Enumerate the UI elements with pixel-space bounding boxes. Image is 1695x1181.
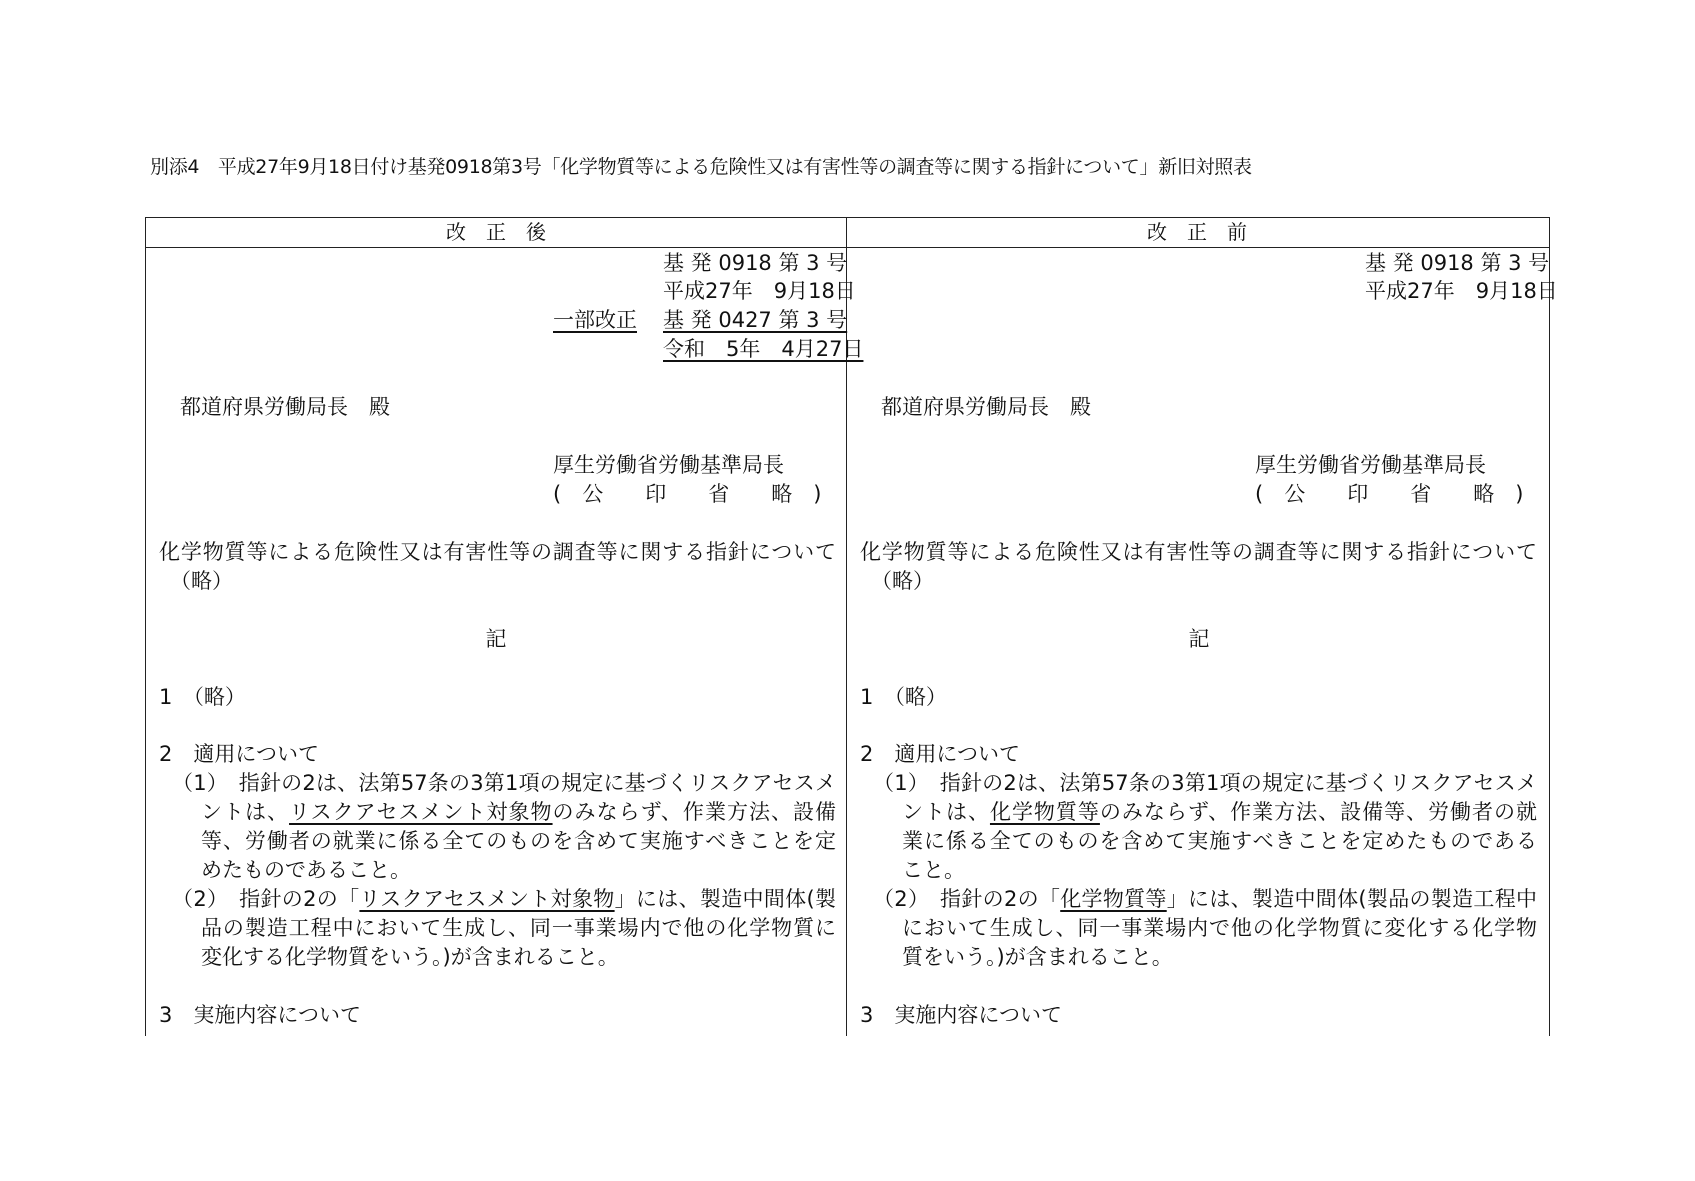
ki-heading: 記 — [485, 626, 507, 651]
header-before-revision: 改 正 前 — [1147, 220, 1247, 244]
document-title: 別添4 平成27年9月18日付け基発0918第3号「化学物質等による危険性又は有害性等の調査等に関する指針について」新旧対照表 — [150, 156, 1252, 178]
sender: 厚生労働省労働基準局長 — [1255, 453, 1486, 478]
seal-omitted: ( 公 印 省 略 ) — [1255, 482, 1524, 506]
comparison-table — [145, 217, 1558, 1036]
amend-label: 一部改正 — [553, 308, 637, 333]
para-2-line: 品の製造工程中において生成し、同一事業場内で他の化学物質に — [201, 916, 836, 941]
item-3-heading: 3 実施内容について — [860, 1002, 1062, 1027]
item-2-heading: 2 適用について — [159, 742, 319, 767]
doc-number: 基 発 0918 第 3 号 — [663, 250, 848, 275]
underlined-term: リスクアセスメント対象物 — [289, 800, 553, 825]
doc-date: 平成27年 9月18日 — [1365, 279, 1558, 304]
subject: 化学物質等による危険性又は有害性等の調査等に関する指針について — [860, 539, 1537, 564]
after-column — [146, 249, 864, 1030]
omitted-note: （略） — [871, 568, 934, 593]
underlined-term: リスクアセスメント対象物 — [359, 887, 615, 912]
para-1-line — [201, 798, 836, 827]
table-header-row — [146, 218, 1549, 248]
text: （2） 指針の2の「 — [172, 887, 360, 912]
subject: 化学物質等による危険性又は有害性等の調査等に関する指針について — [159, 539, 836, 564]
text: ントは、 — [902, 800, 990, 825]
para-2-line: において生成し、同一事業場内で他の化学物質に変化する化学物 — [902, 916, 1537, 941]
para-1-line: めたものであること。 — [201, 858, 411, 883]
addressee: 都道府県労働局長 殿 — [180, 395, 390, 420]
para-2-line — [873, 885, 1537, 914]
doc-date: 平成27年 9月18日 — [663, 279, 856, 304]
para-2-line: 変化する化学物質をいう。)が含まれること。 — [201, 945, 619, 969]
para-2-line — [172, 885, 836, 914]
header-after-revision: 改 正 後 — [446, 220, 546, 244]
para-1-line: 業に係る全てのものを含めて実施すべきことを定めたものである — [902, 829, 1537, 854]
text: ントは、 — [201, 800, 290, 825]
ki-heading: 記 — [1188, 626, 1210, 651]
para-1-line: （1） 指針の2は、法第57条の3第1項の規定に基づくリスクアセスメ — [172, 771, 836, 796]
text: のみならず、作業方法、設備等、労働者の就 — [1099, 800, 1538, 825]
para-1-line: 等、労働者の就業に係る全てのものを含めて実施すべきことを定 — [201, 829, 836, 854]
underlined-term: 化学物質等 — [989, 800, 1100, 825]
doc-number: 基 発 0918 第 3 号 — [1365, 250, 1550, 275]
omitted-note: （略） — [170, 568, 233, 593]
amend-number: 基 発 0427 第 3 号 — [663, 308, 848, 333]
item-3-heading: 3 実施内容について — [159, 1002, 361, 1027]
item-1: 1 （略） — [860, 684, 947, 709]
underlined-term: 化学物質等 — [1060, 887, 1167, 912]
para-1-line: （1） 指針の2は、法第57条の3第1項の規定に基づくリスクアセスメ — [873, 771, 1537, 796]
text: 」には、製造中間体(製品の製造工程中 — [1166, 887, 1537, 912]
text: のみならず、作業方法、設備 — [552, 800, 836, 825]
amend-date: 令和 5年 4月27日 — [663, 337, 864, 362]
para-1-line — [902, 798, 1537, 827]
text: 」には、製造中間体(製 — [614, 887, 836, 912]
seal-omitted: ( 公 印 省 略 ) — [553, 482, 822, 506]
para-1-line: こと。 — [902, 858, 965, 883]
item-1: 1 （略） — [159, 684, 246, 709]
addressee: 都道府県労働局長 殿 — [881, 395, 1091, 420]
sender: 厚生労働省労働基準局長 — [553, 453, 784, 478]
item-2-heading: 2 適用について — [860, 742, 1020, 767]
before-column — [849, 249, 1558, 1030]
text: （2） 指針の2の「 — [873, 887, 1061, 912]
para-2-line: 質をいう。)が含まれること。 — [902, 945, 1173, 969]
